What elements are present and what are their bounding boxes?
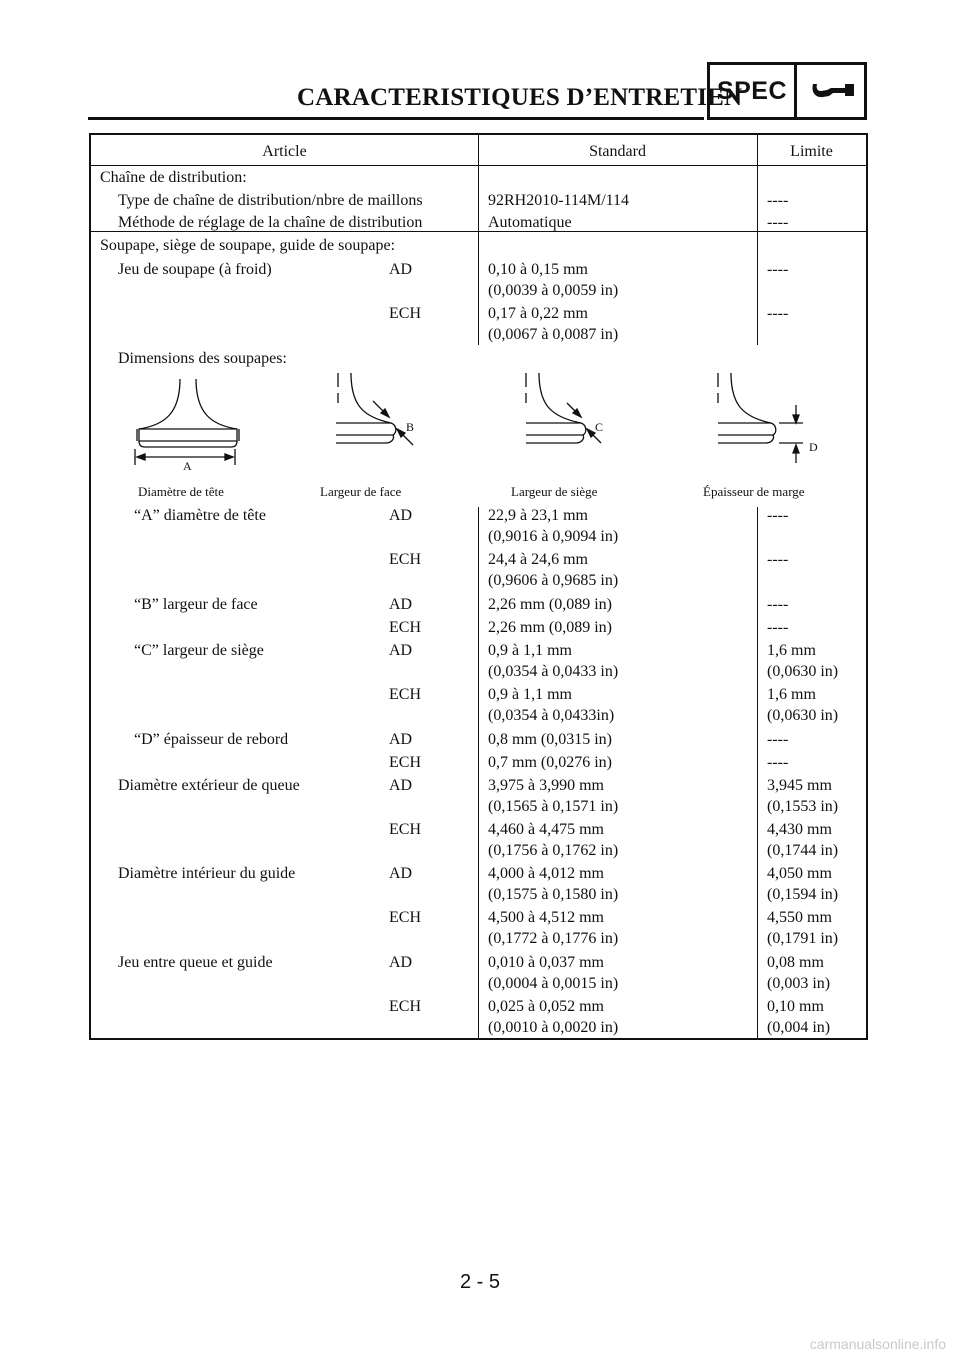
col-divider xyxy=(478,507,479,1038)
row-standard-in: (0,1772 à 0,1776 in) xyxy=(488,930,619,947)
row-standard: 0,7 mm (0,0276 in) xyxy=(488,754,612,771)
section-title: Soupape, siège de soupape, guide de soupape: xyxy=(100,237,396,254)
row-limit-in: (0,0630 in) xyxy=(767,663,839,680)
row-limit: 3,945 mm xyxy=(767,777,832,794)
row-limit: ---- xyxy=(767,731,789,748)
diagram-letter-b: B xyxy=(406,420,415,434)
row-standard: 0,010 à 0,037 mm xyxy=(488,954,604,971)
valve-dimension-diagrams xyxy=(91,367,870,507)
col-divider xyxy=(757,135,758,345)
row-tag: AD xyxy=(389,261,413,278)
row-limit: 0,08 mm xyxy=(767,954,824,971)
row-standard-in: (0,1565 à 0,1571 in) xyxy=(488,798,619,815)
row-limit: ---- xyxy=(767,214,789,231)
row-standard-in: (0,0010 à 0,0020 in) xyxy=(488,1019,619,1036)
diagram-caption: Largeur de face xyxy=(320,484,402,499)
row-standard-in: (0,0354 à 0,0433 in) xyxy=(488,663,619,680)
row-limit: ---- xyxy=(767,305,789,322)
row-tag: ECH xyxy=(389,619,421,636)
subsection-title: Dimensions des soupapes: xyxy=(118,350,287,367)
column-header-article: Article xyxy=(262,143,307,160)
row-standard: 3,975 à 3,990 mm xyxy=(488,777,604,794)
row-standard: 2,26 mm (0,089 in) xyxy=(488,619,612,636)
row-limit: 4,430 mm xyxy=(767,821,832,838)
row-limit: ---- xyxy=(767,754,789,771)
row-tag: ECH xyxy=(389,305,421,322)
row-tag: AD xyxy=(389,777,413,794)
row-standard-in: (0,0067 à 0,0087 in) xyxy=(488,326,619,343)
column-header-limit: Limite xyxy=(790,143,833,160)
row-limit: ---- xyxy=(767,619,789,636)
row-label: Jeu entre queue et guide xyxy=(118,954,273,971)
row-limit-in: (0,1553 in) xyxy=(767,798,839,815)
diagram-letter-c: C xyxy=(595,420,604,434)
spec-badge xyxy=(707,62,867,120)
row-standard-in: (0,9016 à 0,9094 in) xyxy=(488,528,619,545)
row-standard-in: (0,0004 à 0,0015 in) xyxy=(488,975,619,992)
row-label: “A” diamètre de tête xyxy=(134,507,266,524)
row-label: Méthode de réglage de la chaîne de distribution xyxy=(118,214,423,231)
row-standard-in: (0,1575 à 0,1580 in) xyxy=(488,886,619,903)
col-divider xyxy=(757,507,758,1038)
row-standard: 24,4 à 24,6 mm xyxy=(488,551,588,568)
diagram-letter-a: A xyxy=(183,459,192,473)
spec-table xyxy=(89,133,868,1040)
row-standard: 4,460 à 4,475 mm xyxy=(488,821,604,838)
valve-face-width-diagram xyxy=(336,373,413,445)
row-tag: AD xyxy=(389,507,413,524)
column-header-standard: Standard xyxy=(589,143,646,160)
row-standard: 0,9 à 1,1 mm xyxy=(488,642,572,659)
row-label: “C” largeur de siège xyxy=(134,642,264,659)
row-standard: 0,025 à 0,052 mm xyxy=(488,998,604,1015)
wrench-icon xyxy=(797,65,864,117)
header-divider xyxy=(91,165,866,166)
row-standard: 0,9 à 1,1 mm xyxy=(488,686,572,703)
row-tag: AD xyxy=(389,642,413,659)
row-standard-in: (0,9606 à 0,9685 in) xyxy=(488,572,619,589)
row-standard: 0,17 à 0,22 mm xyxy=(488,305,588,322)
row-limit: 4,550 mm xyxy=(767,909,832,926)
row-standard: 4,500 à 4,512 mm xyxy=(488,909,604,926)
row-label: Diamètre intérieur du guide xyxy=(118,865,296,882)
row-standard-in: (0,0354 à 0,0433in) xyxy=(488,707,615,724)
valve-seat-width-diagram xyxy=(526,373,604,443)
row-limit: ---- xyxy=(767,261,789,278)
row-limit-in: (0,1744 in) xyxy=(767,842,839,859)
row-standard: 0,10 à 0,15 mm xyxy=(488,261,588,278)
row-limit-in: (0,1791 in) xyxy=(767,930,839,947)
row-standard-in: (0,1756 à 0,1762 in) xyxy=(488,842,619,859)
valve-margin-thickness-diagram xyxy=(718,373,803,463)
row-tag: ECH xyxy=(389,998,421,1015)
watermark: carmanualsonline.info xyxy=(809,1336,946,1352)
spec-badge-label: SPEC xyxy=(710,65,797,117)
row-tag: AD xyxy=(389,865,413,882)
diagram-letter-d: D xyxy=(809,440,818,454)
row-standard: 2,26 mm (0,089 in) xyxy=(488,596,612,613)
row-limit-in: (0,003 in) xyxy=(767,975,831,992)
page-number: 2 - 5 xyxy=(459,1271,501,1293)
row-tag: ECH xyxy=(389,754,421,771)
row-tag: AD xyxy=(389,954,413,971)
row-standard: 92RH2010-114M/114 xyxy=(488,192,630,209)
row-label: Jeu de soupape (à froid) xyxy=(118,261,272,278)
row-standard: 4,000 à 4,012 mm xyxy=(488,865,604,882)
row-label: “D” épaisseur de rebord xyxy=(134,731,289,748)
row-limit: 1,6 mm xyxy=(767,686,816,703)
row-limit: ---- xyxy=(767,596,789,613)
row-standard: Automatique xyxy=(488,214,572,231)
row-limit: 1,6 mm xyxy=(767,642,816,659)
row-limit-in: (0,0630 in) xyxy=(767,707,839,724)
diagram-caption: Diamètre de tête xyxy=(138,484,224,499)
page-title: CARACTERISTIQUES D’ENTRETIEN xyxy=(297,84,743,111)
row-limit: ---- xyxy=(767,192,789,209)
row-standard: 22,9 à 23,1 mm xyxy=(488,507,588,524)
row-limit: 0,10 mm xyxy=(767,998,824,1015)
row-limit: ---- xyxy=(767,507,789,524)
row-label: Type de chaîne de distribution/nbre de maillons xyxy=(118,192,423,209)
row-tag: AD xyxy=(389,596,413,613)
row-standard: 0,8 mm (0,0315 in) xyxy=(488,731,612,748)
header-rule xyxy=(88,117,704,120)
valve-head-diameter-diagram xyxy=(135,379,239,465)
row-tag: ECH xyxy=(389,551,421,568)
row-limit-in: (0,1594 in) xyxy=(767,886,839,903)
diagram-caption: Épaisseur de marge xyxy=(703,484,805,499)
diagram-caption: Largeur de siège xyxy=(511,484,598,499)
row-tag: ECH xyxy=(389,821,421,838)
row-tag: ECH xyxy=(389,909,421,926)
section-title: Chaîne de distribution: xyxy=(100,169,247,186)
row-limit: ---- xyxy=(767,551,789,568)
row-limit-in: (0,004 in) xyxy=(767,1019,831,1036)
row-tag: ECH xyxy=(389,686,421,703)
row-standard-in: (0,0039 à 0,0059 in) xyxy=(488,282,619,299)
row-tag: AD xyxy=(389,731,413,748)
row-limit: 4,050 mm xyxy=(767,865,832,882)
row-label: Diamètre extérieur de queue xyxy=(118,777,300,794)
row-label: “B” largeur de face xyxy=(134,596,258,613)
col-divider xyxy=(478,135,479,345)
